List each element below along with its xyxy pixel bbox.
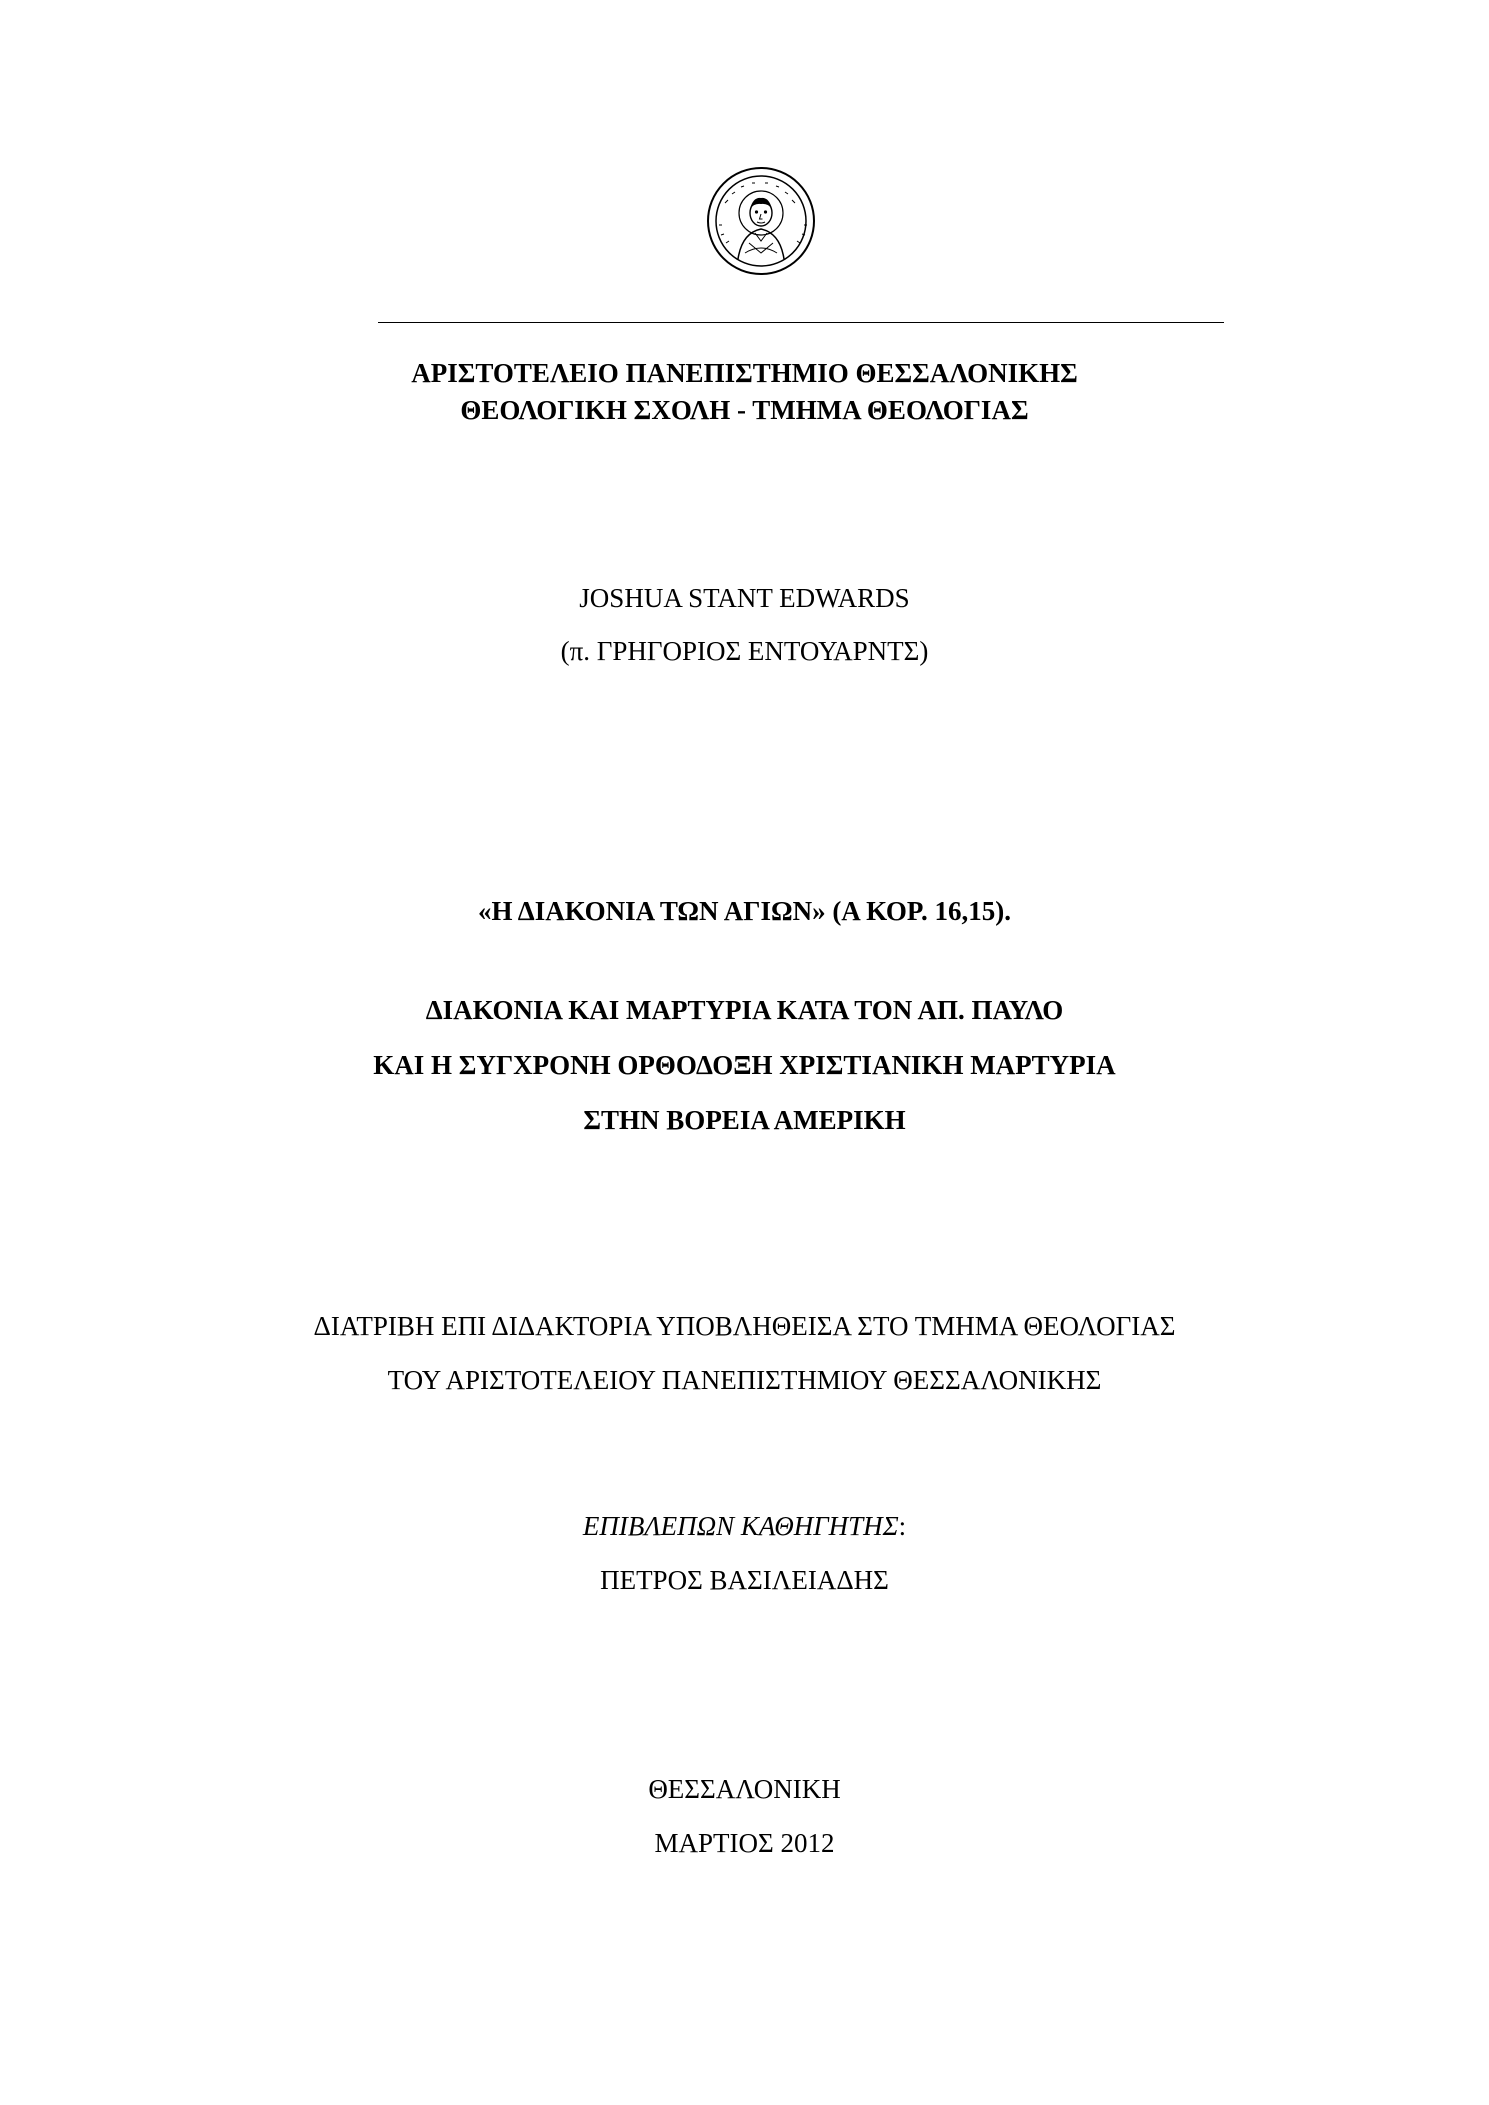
thesis-subtitle-line: ΣΤΗΝ ΒΟΡΕΙΑ ΑΜΕΡΙΚΗ bbox=[583, 1105, 906, 1135]
supervisor-label-text: ΕΠΙΒΛΕΠΩΝ ΚΑΘΗΓΗΤΗΣ bbox=[582, 1511, 899, 1541]
thesis-subtitle-line: ΚΑΙ Η ΣΥΓΧΡΟΝΗ ΟΡΘΟΔΟΞΗ ΧΡΙΣΤΙΑΝΙΚΗ ΜΑΡΤΥΡΙΑ bbox=[373, 1050, 1116, 1080]
thesis-subtitle-line: ΔΙΑΚΟΝΙΑ ΚΑΙ ΜΑΡΤΥΡΙΑ ΚΑΤΑ ΤΟΝ ΑΠ. ΠΑΥΛΟ bbox=[425, 995, 1064, 1025]
faculty-name: ΘΕΟΛΟΓΙΚΗ ΣΧΟΛΗ - ΤΜΗΜΑ ΘΕΟΛΟΓΙΑΣ bbox=[460, 395, 1029, 425]
supervisor-label-colon: : bbox=[898, 1511, 907, 1541]
thesis-title: «Η ΔΙΑΚΟΝΙΑ ΤΩΝ ΑΓΙΩΝ» (Α ΚΟΡ. 16,15). bbox=[478, 896, 1011, 926]
university-name: ΑΡΙΣΤΟΤΕΛΕΙΟ ΠΑΝΕΠΙΣΤΗΜΙΟ ΘΕΣΣΑΛΟΝΙΚΗΣ bbox=[411, 358, 1078, 388]
submission-date: ΜΑΡΤΙΟΣ 2012 bbox=[654, 1828, 835, 1858]
author-name: JOSHUA STANT EDWARDS bbox=[579, 583, 910, 613]
university-seal-icon bbox=[705, 163, 817, 279]
author-greek-name: (π. ΓΡΗΓΟΡΙΟΣ ΕΝΤΟΥΑΡΝΤΣ) bbox=[560, 636, 929, 666]
supervisor-label bbox=[0, 1513, 1489, 1540]
submission-line: ΤΟΥ ΑΡΙΣΤΟΤΕΛΕΙΟΥ ΠΑΝΕΠΙΣΤΗΜΙΟΥ ΘΕΣΣΑΛΟΝΙΚΗΣ bbox=[387, 1365, 1102, 1395]
horizontal-rule bbox=[378, 322, 1224, 323]
submission-line: ΔΙΑΤΡΙΒΗ ΕΠΙ ΔΙΔΑΚΤΟΡΙΑ ΥΠΟΒΛΗΘΕΙΣΑ ΣΤΟ ΤΜΗΜΑ ΘΕΟΛΟΓΙΑΣ bbox=[313, 1311, 1176, 1341]
place-city: ΘΕΣΣΑΛΟΝΙΚΗ bbox=[648, 1774, 841, 1804]
supervisor-name: ΠΕΤΡΟΣ ΒΑΣΙΛΕΙΑΔΗΣ bbox=[600, 1565, 889, 1595]
